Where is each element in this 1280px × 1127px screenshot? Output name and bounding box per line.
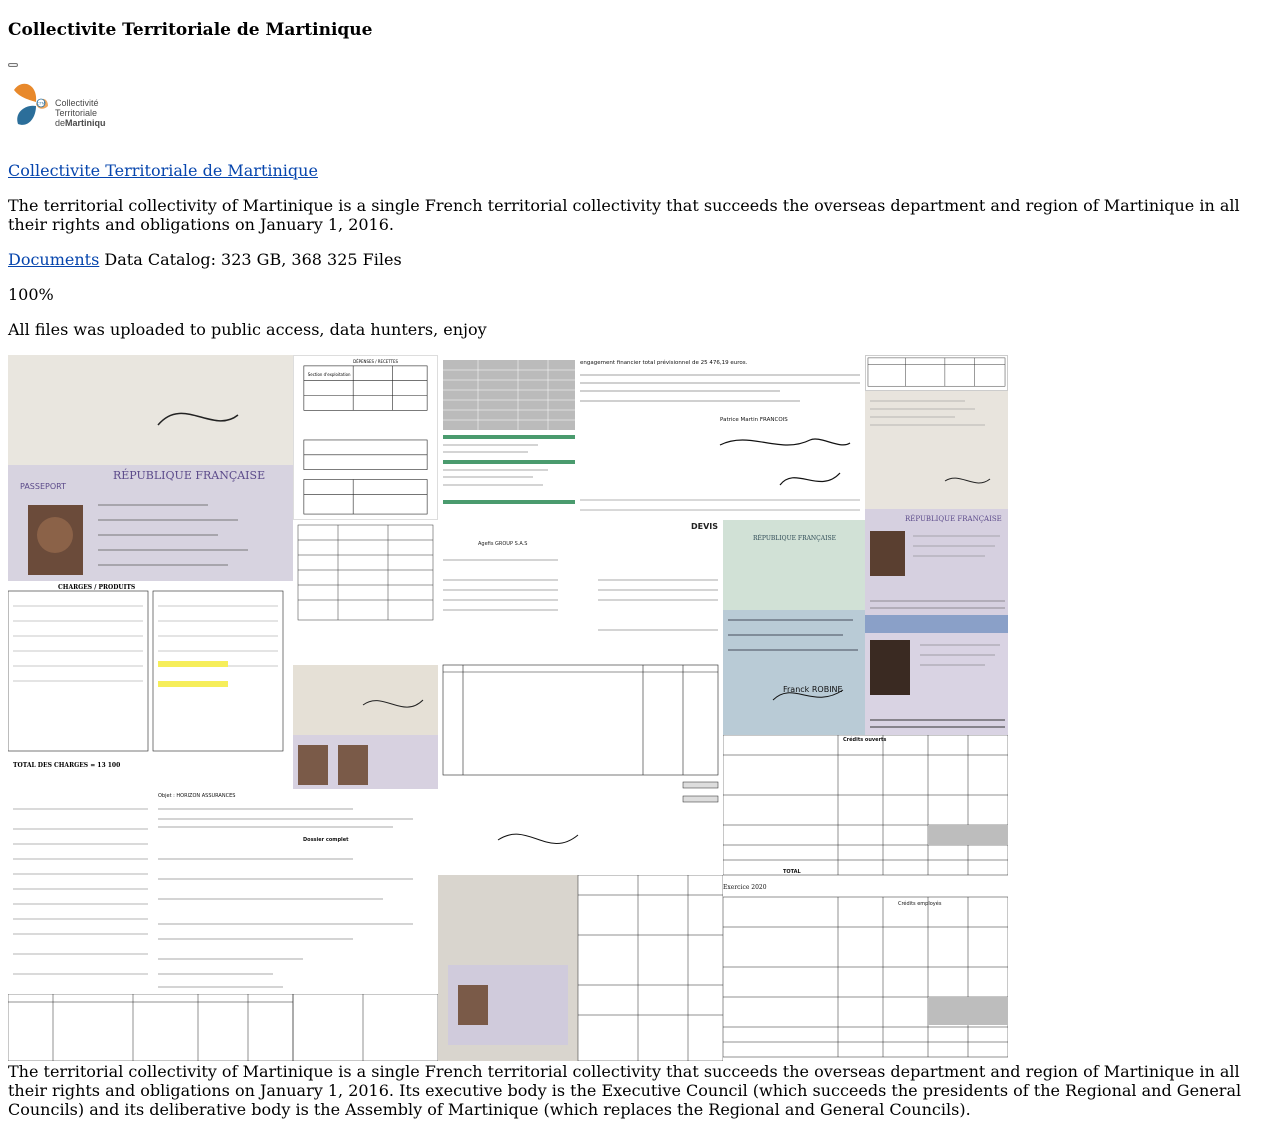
credits-caption: Crédits ouverts [843,737,887,743]
upload-note: All files was uploaded to public access, data hunters, enjoy [8,320,487,339]
document-collage [8,355,1008,1061]
invoice-devis-scan[interactable] [438,520,723,875]
catalog-size-text: Data Catalog: 323 GB, 368 325 Files [104,250,402,269]
letter-sub: Patrice Martin FRANCOIS [720,417,788,423]
org-link[interactable]: Collectivite Territoriale de Martinique [8,161,318,180]
credits-table-scan[interactable] [723,735,1008,877]
page-title: Collectivite Territoriale de Martinique [8,20,373,40]
logo-text-line1: Collectivité [55,98,99,108]
devis-sub: Agefis GROUP S.A.S [478,541,528,547]
logo-wing-top [14,84,36,102]
charges-products-scan[interactable] [8,581,293,789]
budget-table-scan[interactable] [293,355,438,520]
charges-caption: CHARGES / PRODUITS [58,584,136,591]
budget-caption: DÉPENSES / RECETTES [353,358,398,364]
org-long-description: The territorial collectivity of Martinique is a single French territorial collectivity that succeeds the overseas department and region of Martinique in all their rights and obligations on January 1, 2016. Its executive body is the Executive Council (which succeeds the presidents of the Regional and General Councils) and its deliberative body is the Assembly of Martinique (which replaces the Regional and General Councils). [8,1062,1242,1119]
id-caption: RÉPUBLIQUE FRANÇAISE [753,535,836,542]
devis-caption: DEVIS [691,522,719,531]
table-scan-small[interactable] [293,520,438,665]
upload-progress-text: 100% [8,285,54,304]
logo-text-line2: Territoriale [55,108,98,118]
id-sub: Franck ROBINE [783,685,843,694]
application-form-scan[interactable] [8,789,153,994]
butterfly-logo-icon [8,76,106,136]
logo-wing-bottom [17,106,36,125]
programming-table-scan[interactable] [8,994,438,1061]
signed-letter-scan[interactable] [580,355,865,520]
documents-link[interactable]: Documents [8,250,100,269]
evaluation-form-scan[interactable] [153,789,438,994]
org-short-description: The territorial collectivity of Martinique is a single French territorial collectivity that succeeds the overseas department and region of Martinique in all their rights and obligations on January 1, 2016. [8,196,1240,234]
id-card-scan-3[interactable] [865,615,1008,735]
financial-statement-scan[interactable] [438,875,723,1061]
org-link-paragraph [8,161,318,180]
id-card-scan[interactable] [723,520,865,735]
budget-sub: Section d'exploitation [307,371,351,377]
passport-sub: PASSEPORT [20,482,66,491]
logo-text-de: de [55,118,66,128]
id-card-scan-2[interactable] [865,391,1008,615]
logo-text-martinique: Martinique [65,118,106,128]
form-scan[interactable] [865,355,1008,391]
exercise-caption: Exercice 2020 [723,884,767,891]
ctm-logo [8,76,106,136]
passport-scan-2[interactable] [293,665,438,789]
spreadsheet-scan[interactable] [438,355,580,520]
id2-caption: RÉPUBLIQUE FRANÇAISE [905,515,1002,523]
passport-scan[interactable] [8,355,293,581]
eval-caption: Objet : HORIZON ASSURANCES [158,793,236,799]
logo-text-line3 [55,118,106,128]
catalog-line [8,250,402,269]
letter-caption: engagement financier total prévisionnel de 25 476,19 euros. [580,360,748,366]
credits-sub: TOTAL [783,869,801,875]
exercise-2020-scan[interactable] [723,877,1008,1061]
eval-sub: Dossier complet [303,837,349,843]
exercise-sub: Crédits employés [898,901,942,907]
small-toggle-button[interactable] [8,63,18,67]
charges-sub: TOTAL DES CHARGES = 13 100 [13,762,121,769]
passport-caption: RÉPUBLIQUE FRANÇAISE [113,469,266,482]
logo-badge: CTM [37,101,45,106]
